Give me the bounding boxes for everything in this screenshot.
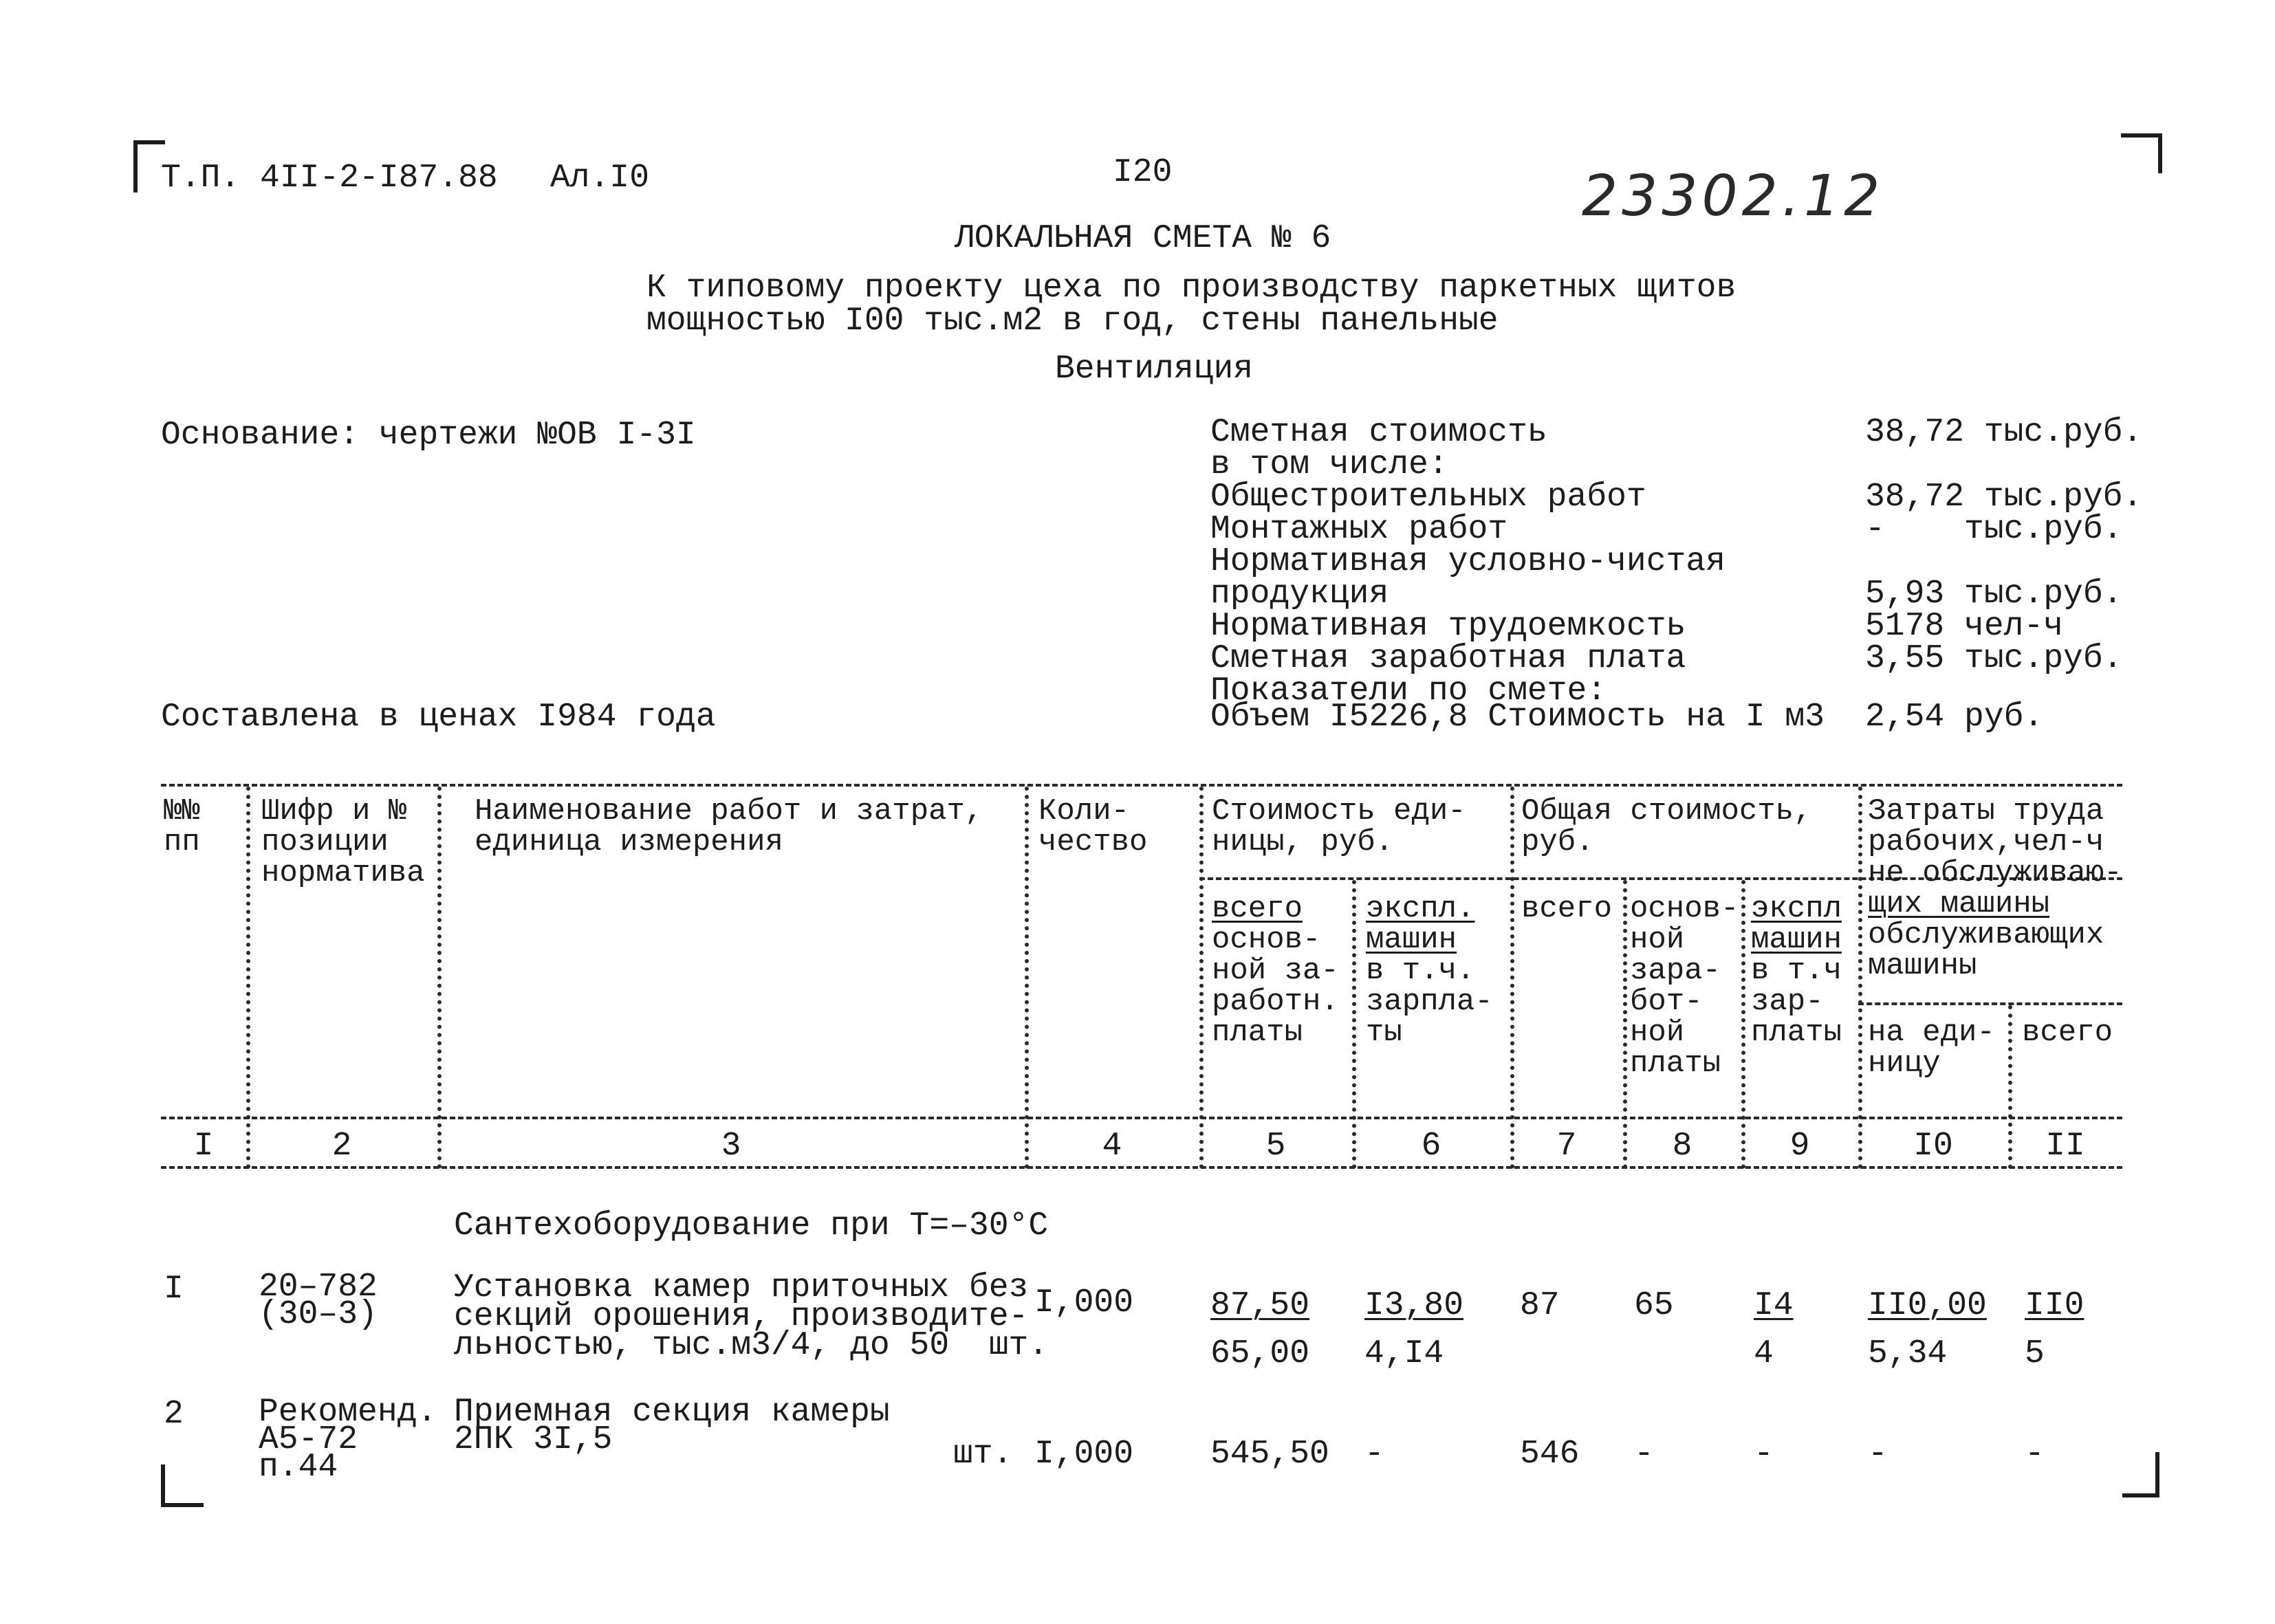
summary-label: Показатели по смете: xyxy=(1210,672,1607,710)
row-labor-per-unit-machine: 5,34 xyxy=(1868,1335,1948,1372)
header-labor: Затраты труда xyxy=(1868,794,2104,829)
column-number: 4 xyxy=(1102,1128,1122,1165)
summary-label: Нормативная трудоемкость xyxy=(1210,608,1686,645)
corner-mark-bottom-left xyxy=(161,1464,204,1507)
row-unit-base-wage: 65,00 xyxy=(1210,1335,1310,1372)
row-quantity: I,000 xyxy=(1034,1284,1134,1321)
column-number: 3 xyxy=(721,1128,741,1165)
page-number: I20 xyxy=(1113,154,1173,191)
summary-label: Объем I5226,8 Стоимость на I м3 xyxy=(1210,699,1825,736)
header-labor-total: всего xyxy=(2022,1016,2113,1050)
corner-mark-bottom-right xyxy=(2122,1452,2159,1497)
column-number: 8 xyxy=(1672,1128,1692,1165)
header-total-cost: Общая стоимость, руб. xyxy=(1521,794,1812,859)
album-number: Ал.I0 xyxy=(550,160,650,197)
column-number: 7 xyxy=(1556,1128,1577,1165)
summary-label: в том числе: xyxy=(1210,446,1448,483)
handwritten-number: 23302.12 xyxy=(1582,164,1884,229)
column-number: I xyxy=(193,1128,214,1165)
row-number: I xyxy=(164,1271,184,1308)
row-unit-machine: - xyxy=(1364,1436,1384,1473)
summary-value: 5178 чел-ч xyxy=(1865,608,2064,645)
row-total: 546 xyxy=(1520,1436,1580,1473)
row-name: Установка камер приточных без секций орошения, производите- льностью, тыс.м3/4, до 50 шт. xyxy=(454,1269,1049,1364)
group-title: Сантехоборудование при Т=–30°С xyxy=(454,1207,1049,1244)
header-total-all: всего xyxy=(1521,892,1613,926)
row-total-machine-wage: 4 xyxy=(1754,1335,1774,1372)
header-row-number: №№ пп xyxy=(164,794,200,859)
section-title: Вентиляция xyxy=(1055,351,1254,388)
project-code: Т.П. 4II-2-I87.88 xyxy=(161,160,498,197)
summary-value: 2,54 руб. xyxy=(1865,699,2044,736)
header-total-machine: экспл машин xyxy=(1751,892,1842,957)
price-basis: Составлена в ценах I984 года xyxy=(161,699,716,736)
row-unit-machine: I3,80 xyxy=(1364,1287,1464,1324)
column-number: 9 xyxy=(1789,1128,1810,1165)
header-labor: рабочих,чел-ч xyxy=(1868,825,2104,859)
estimate-title: ЛОКАЛЬНАЯ СМЕТА № 6 xyxy=(955,220,1331,257)
corner-mark-top-right xyxy=(2121,133,2162,173)
header-quantity: Коли- чество xyxy=(1038,794,1148,859)
row-labor-per-unit: - xyxy=(1868,1436,1888,1473)
header-labor-per-unit: на еди- ницу xyxy=(1868,1016,1995,1081)
subtitle-line-2: мощностью I00 тыс.м2 в год, стены панельные xyxy=(646,303,1499,340)
header-labor: обслуживающих xyxy=(1868,918,2104,952)
row-unit-total: 87,50 xyxy=(1210,1287,1310,1324)
header-work-name: Наименование работ и затрат, единица измерения xyxy=(475,794,983,859)
row-total-base-wage: 65 xyxy=(1634,1287,1674,1324)
row-code: 20–782 (30–3) xyxy=(259,1269,378,1333)
column-number: 6 xyxy=(1421,1128,1441,1165)
summary-value: 38,72 тыс.руб. xyxy=(1865,479,2143,516)
column-number: 5 xyxy=(1265,1128,1286,1165)
column-number: II xyxy=(2045,1128,2085,1165)
subtitle-line-1: К типовому проекту цеха по производству паркетных щитов xyxy=(646,270,1737,307)
row-total-machine: I4 xyxy=(1754,1287,1794,1324)
row-total: 87 xyxy=(1520,1287,1560,1324)
row-labor-total-machine: 5 xyxy=(2025,1335,2045,1372)
header-unit-machine: экспл. машин xyxy=(1366,892,1475,957)
row-unit: шт. xyxy=(953,1436,1013,1473)
header-total-base-wage: основ- ной зара- бот- ной платы xyxy=(1630,892,1739,1081)
row-number: 2 xyxy=(164,1396,184,1433)
header-unit-total: всего xyxy=(1212,892,1303,926)
column-number: I0 xyxy=(1913,1128,1953,1165)
summary-value: 38,72 тыс.руб. xyxy=(1865,414,2143,451)
summary-value: - тыс.руб. xyxy=(1865,511,2123,548)
summary-label: Сметная заработная плата xyxy=(1210,640,1686,677)
column-number: 2 xyxy=(331,1128,352,1165)
header-total-machine-wage: в т.ч зар- платы xyxy=(1751,954,1842,1050)
header-labor: не обслуживаю- xyxy=(1868,856,2122,890)
summary-value: 5,93 тыс.руб. xyxy=(1865,575,2123,613)
summary-label: Сметная стоимость xyxy=(1210,414,1547,451)
row-total-machine: - xyxy=(1754,1436,1774,1473)
row-unit-total: 545,50 xyxy=(1210,1436,1329,1473)
row-code: Рекоменд. А5-72 п.44 xyxy=(259,1394,437,1486)
row-unit-machine-wage: 4,I4 xyxy=(1364,1335,1444,1372)
summary-label: Монтажных работ xyxy=(1210,511,1508,548)
row-labor-total: II0 xyxy=(2025,1287,2084,1324)
row-labor-per-unit: II0,00 xyxy=(1868,1287,1987,1324)
row-quantity: I,000 xyxy=(1034,1436,1134,1473)
header-labor: щих машины xyxy=(1868,887,2050,921)
summary-label: продукция xyxy=(1210,575,1389,613)
row-labor-total: - xyxy=(2025,1436,2045,1473)
header-unit-cost: Стоимость еди- ницы, руб. xyxy=(1212,794,1466,859)
basis-drawings: Основание: чертежи №ОВ I-3I xyxy=(161,417,696,454)
summary-value: 3,55 тыс.руб. xyxy=(1865,640,2123,677)
header-unit-base-wage: основ- ной за- работн. платы xyxy=(1212,923,1339,1050)
row-name: Приемная секция камеры 2ПК 3I,5 xyxy=(454,1394,890,1458)
header-unit-machine-wage: в т.ч. зарпла- ты xyxy=(1366,954,1493,1050)
row-total-base-wage: - xyxy=(1634,1436,1654,1473)
header-norm-code: Шифр и № позиции норматива xyxy=(261,794,425,890)
header-labor: машины xyxy=(1868,949,1977,983)
summary-label: Общестроительных работ xyxy=(1210,479,1646,516)
summary-label: Нормативная условно-чистая xyxy=(1210,543,1726,580)
